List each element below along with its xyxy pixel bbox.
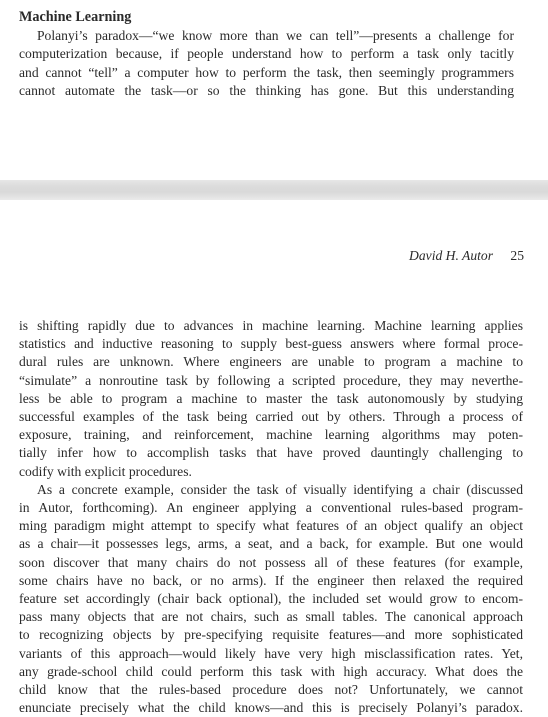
section-heading: Machine Learning [19,9,132,25]
text-line: some chairs have no back, or no arms). If the engineer then relaxed the required [19,572,523,588]
text-line: soon discover that many chairs do not possess all of these features (for example, [19,554,523,570]
text-line: enunciate precisely what the child knows—and this is precisely Polanyi’s paradox. [19,700,523,716]
text-line: statistics and inductive reasoning to supply best-guess answers where formal proce- [19,336,523,352]
text-line: dural rules are unknown. Where engineers are unable to program a machine to [19,354,523,370]
text-line: feature set accordingly (chair back optional), the included set would grow to encom- [19,591,523,607]
top-page [0,0,548,180]
text-line: ming paradigm might attempt to specify what features of an object qualify an object [19,518,523,534]
text-line: and cannot “tell” a computer how to perform the task, then seemingly programmers [19,64,514,80]
text-line: pass many objects that are not chairs, such as small tables. The canonical approach [19,609,523,625]
text-line: is shifting rapidly due to advances in machine learning. Machine learning applies [19,318,523,333]
text-line: As a concrete example, consider the task of visually identifying a chair (discussed [37,481,523,497]
text-line: tially infer how to accomplish tasks that have proved dauntingly challenging to [19,445,523,461]
paragraph-2 [19,481,523,717]
paragraph-1 [19,317,523,481]
text-line: any grade-school child could perform this task with high accuracy. What does the [19,663,523,679]
text-line: cannot automate the task—or so the thinking has gone. But this understanding [19,82,514,98]
top-paragraph [19,27,514,100]
text-line: exposure, training, and reinforcement, machine learning algorithms may poten- [19,427,523,443]
text-line: “simulate” a nonroutine task by following a scripted procedure, they may neverthe- [19,372,523,388]
page-number: 25 [510,248,524,263]
text-line: as a chair—it possesses legs, arms, a seat, and a back, for example. But one would [19,536,523,552]
text-line: successful examples of the task being carried out by others. Through a process of [19,409,523,425]
text-line: child know that the rules-based procedure does not? Unfortunately, we cannot [19,682,523,698]
page-separator [0,180,548,200]
running-head [409,248,524,264]
running-head-author: David H. Autor [409,248,493,263]
text-line: less be able to program a machine to master the task autonomously by studying [19,390,523,406]
text-line: Polanyi’s paradox—“we know more than we can tell”—presents a challenge for [37,28,514,43]
text-line: variants of this approach—would likely have very high misclassification rates. Yet, [19,645,523,661]
body-text [19,317,523,717]
text-line: computerization because, if people understand how to perform a task only tacitly [19,46,514,62]
text-line: in Autor, forthcoming). An engineer applying a conventional rules-based program- [19,500,523,516]
text-line: codify with explicit procedures. [19,463,192,479]
text-line: to recognizing objects by pre-specifying requisite features—and more sophisticated [19,627,523,643]
